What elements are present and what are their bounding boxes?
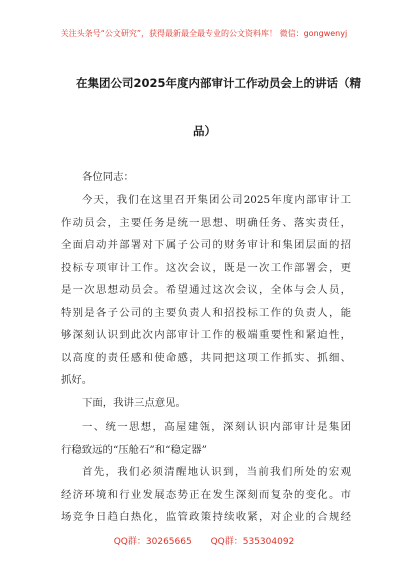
paragraph-intro xyxy=(61,392,351,415)
document-title-line-2: 品） xyxy=(193,124,216,138)
paragraph-first-point xyxy=(61,461,351,529)
text-line: 经济环境和行业发展态势正在发生深刻而复杂的变化。市 xyxy=(61,488,351,501)
salutation xyxy=(61,166,351,189)
text-line: 全面启动并部署对下属子公司的财务审计和集团层面的招 xyxy=(61,239,351,251)
text-line: 场竞争日趋白热化，监管政策持续收紧，对企业的合规经 xyxy=(61,511,351,523)
text-line: 是一次思想动员会。希望通过这次会议，全体与会人员， xyxy=(61,284,351,296)
text-line: 下面，我讲三点意见。 xyxy=(82,397,186,409)
document-title-line-1: 在集团公司2025年度内部审计工作动员会上的讲话（精 xyxy=(76,76,362,90)
text-line: 够深刻认识到此次内部审计工作的极端重要性和紧迫性， xyxy=(61,329,351,341)
text-line: 行稳致远的“压舱石”和“稳定器” xyxy=(61,443,207,456)
salutation-text: 各位同志： xyxy=(82,171,134,183)
text-line: 投标专项审计工作。这次会议，既是一次工作部署会，更 xyxy=(61,261,351,274)
text-line: 作动员会，主要任务是统一思想、明确任务、落实责任， xyxy=(61,216,351,229)
text-line: 抓好。 xyxy=(61,374,93,386)
text-line: 特别是各子公司的主要负责人和招投标工作的负责人，能 xyxy=(61,306,351,319)
text-line: 一、统一思想，高屋建瓴，深刻认识内部审计是集团 xyxy=(82,421,351,433)
qq-group-1: QQ群：30265665 xyxy=(113,537,192,547)
text-line: 以高度的责任感和使命感，共同把这项工作抓实、抓细、 xyxy=(61,351,351,364)
footer-contacts xyxy=(0,534,408,547)
text-line: 今天，我们在这里召开集团公司2025年度内部审计工 xyxy=(82,194,351,206)
qq-group-2: QQ群：535304092 xyxy=(210,537,295,547)
paragraph-opening xyxy=(61,189,351,392)
text-line: 首先，我们必须清醒地认识到，当前我们所处的宏观 xyxy=(82,466,351,478)
section-heading-1 xyxy=(61,416,351,461)
top-banner: 关注头条号“公文研究”，获得最新最全最专业的公文资料库！ 微信：gongwenyj xyxy=(60,29,348,38)
